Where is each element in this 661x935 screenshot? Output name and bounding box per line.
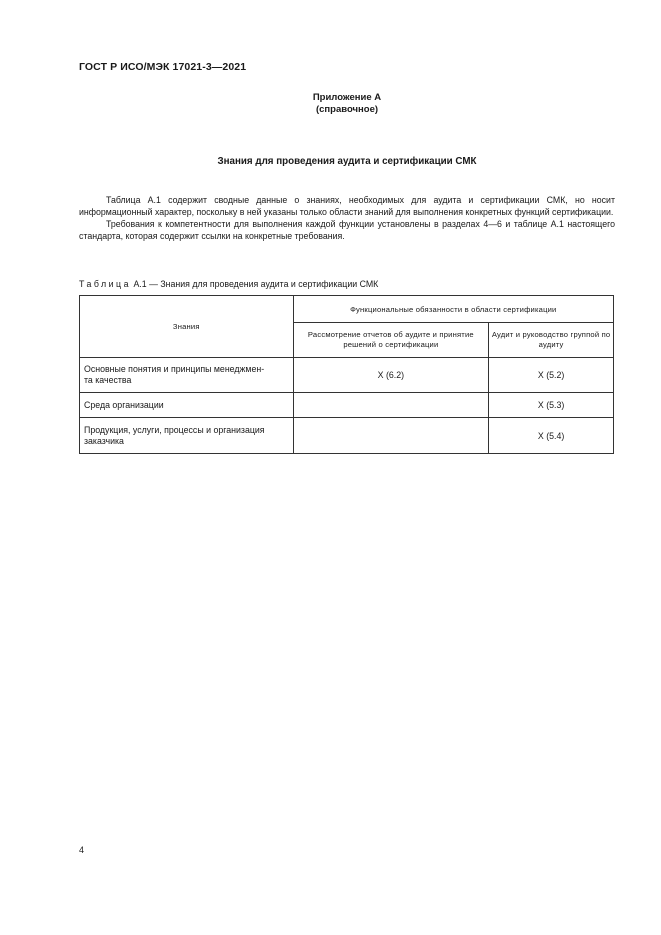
knowledge-table xyxy=(79,295,614,454)
header-report-review: Рассмотрение отчетов об аудите и принятие решений о сертификации xyxy=(293,323,489,358)
paragraph: Таблица А.1 содержит сводные данные о знаниях, необходимых для аудита и сертификации СМК, но носит информационный характер, поскольку в ней указаны только области знаний для выполнения конкретных функций сертификации. xyxy=(79,195,615,217)
cell-audit-leading: X (5.3) xyxy=(489,393,614,418)
cell-audit-leading: X (5.2) xyxy=(489,358,614,393)
table-row xyxy=(80,418,614,454)
cell-report-review xyxy=(293,418,489,454)
paragraph: Требования к компетентности для выполнения каждой функции установлены в разделах 4—6 и таблице А.1 настоящего стандарта, которая содержит ссылки на конкретные требования. xyxy=(79,219,615,241)
header-functional-duties: Функциональные обязанности в области сертификации xyxy=(293,296,613,323)
header-audit-leading: Аудит и руководство группой по аудиту xyxy=(489,323,614,358)
table-row xyxy=(80,393,614,418)
section-title: Знания для проведения аудита и сертификации СМК xyxy=(217,156,477,167)
annex-note: (справочное) xyxy=(315,104,379,115)
row-label: Среда организации xyxy=(80,393,294,418)
table-caption xyxy=(79,279,378,289)
document-code: ГОСТ Р ИСО/МЭК 17021-3—2021 xyxy=(79,61,247,73)
table-header-row xyxy=(80,296,614,323)
cell-audit-leading: X (5.4) xyxy=(489,418,614,454)
table-caption-text: А.1 — Знания для проведения аудита и сертификации СМК xyxy=(133,279,379,289)
cell-report-review: X (6.2) xyxy=(293,358,489,393)
row-label: Продукция, услуги, процессы и организация заказчика xyxy=(80,418,294,454)
header-knowledge: Знания xyxy=(80,296,294,358)
table-row xyxy=(80,358,614,393)
annex-heading xyxy=(0,92,661,116)
annex-title: Приложение А xyxy=(312,92,382,103)
row-label: Основные понятия и принципы менеджмен- та качества xyxy=(80,358,294,393)
table-caption-word: Таблица xyxy=(79,279,131,289)
body-text xyxy=(79,194,615,242)
cell-report-review xyxy=(293,393,489,418)
page-number: 4 xyxy=(79,845,85,855)
